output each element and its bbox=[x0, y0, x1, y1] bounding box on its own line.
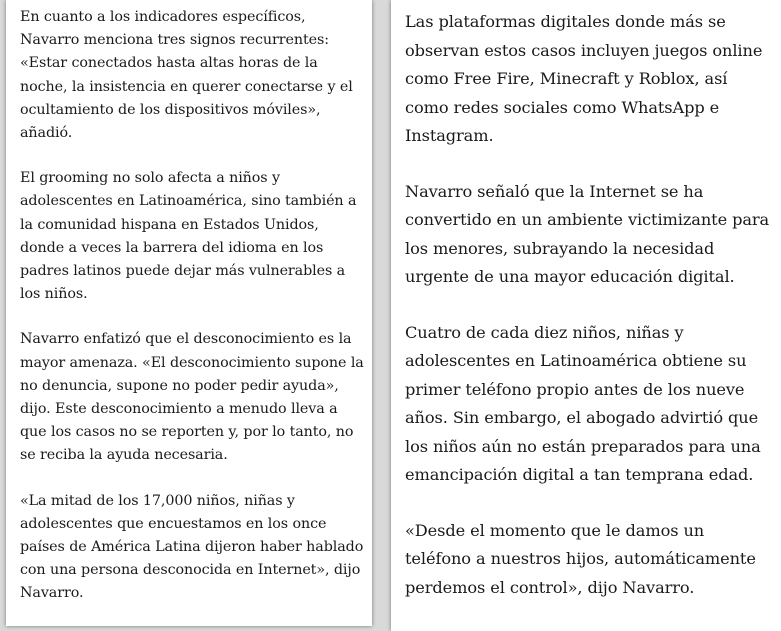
article-column-left bbox=[6, 0, 372, 626]
paragraph-victimizing-environment: Navarro señaló que la Internet se ha convertido en un ambiente victimizante para los menores, subrayando la necesidad urgente de una mayor educación digital. bbox=[405, 181, 770, 286]
paragraph-unawareness: Navarro enfatizó que el desconocimiento es la mayor amenaza. «El desconocimiento supone la no denuncia, supone no poder pedir ayuda», dijo. Este desconocimiento a menudo lleva a que los casos no se reporten y, por lo tanto, no se reciba la ayuda necesaria. bbox=[20, 331, 364, 464]
paragraph-control-quote: «Desde el momento que le damos un teléfono a nuestros hijos, automáticamente perdemos el control», dijo Navarro. bbox=[405, 520, 756, 597]
paragraph-first-phone: Cuatro de cada diez niños, niñas y adolescentes en Latinoamérica obtiene su primer teléfono propio antes de los nueve años. Sin embargo, el abogado advirtió que los niños aún no están preparados para una emancipación digital a tan temprana edad. bbox=[405, 322, 761, 484]
paragraph-grooming: El grooming no solo afecta a niños y adolescentes en Latinoamérica, sino también a la comunidad hispana en Estados Unidos, donde a veces la barrera del idioma en los padres latinos puede dejar más vulnerables a los niños. bbox=[20, 170, 357, 303]
paragraph-survey-quote: «La mitad de los 17,000 niños, niñas y adolescentes que encuestamos en los once países de América Latina dijeron haber hablado con una persona desconocida en Internet», dijo Navarro. bbox=[20, 492, 364, 602]
paragraph-platforms: Las plataformas digitales donde más se observan estos casos incluyen juegos online como Free Fire, Minecraft y Roblox, así como redes sociales como WhatsApp e Instagram. bbox=[405, 12, 763, 145]
paragraph-indicators: En cuanto a los indicadores específicos, Navarro menciona tres signos recurrentes: «Estar conectados hasta altas horas de la noche, la insistencia en querer conectarse y el ocultamiento de los dispositivos móviles», añadió. bbox=[20, 9, 353, 142]
article-column-right bbox=[391, 0, 781, 631]
